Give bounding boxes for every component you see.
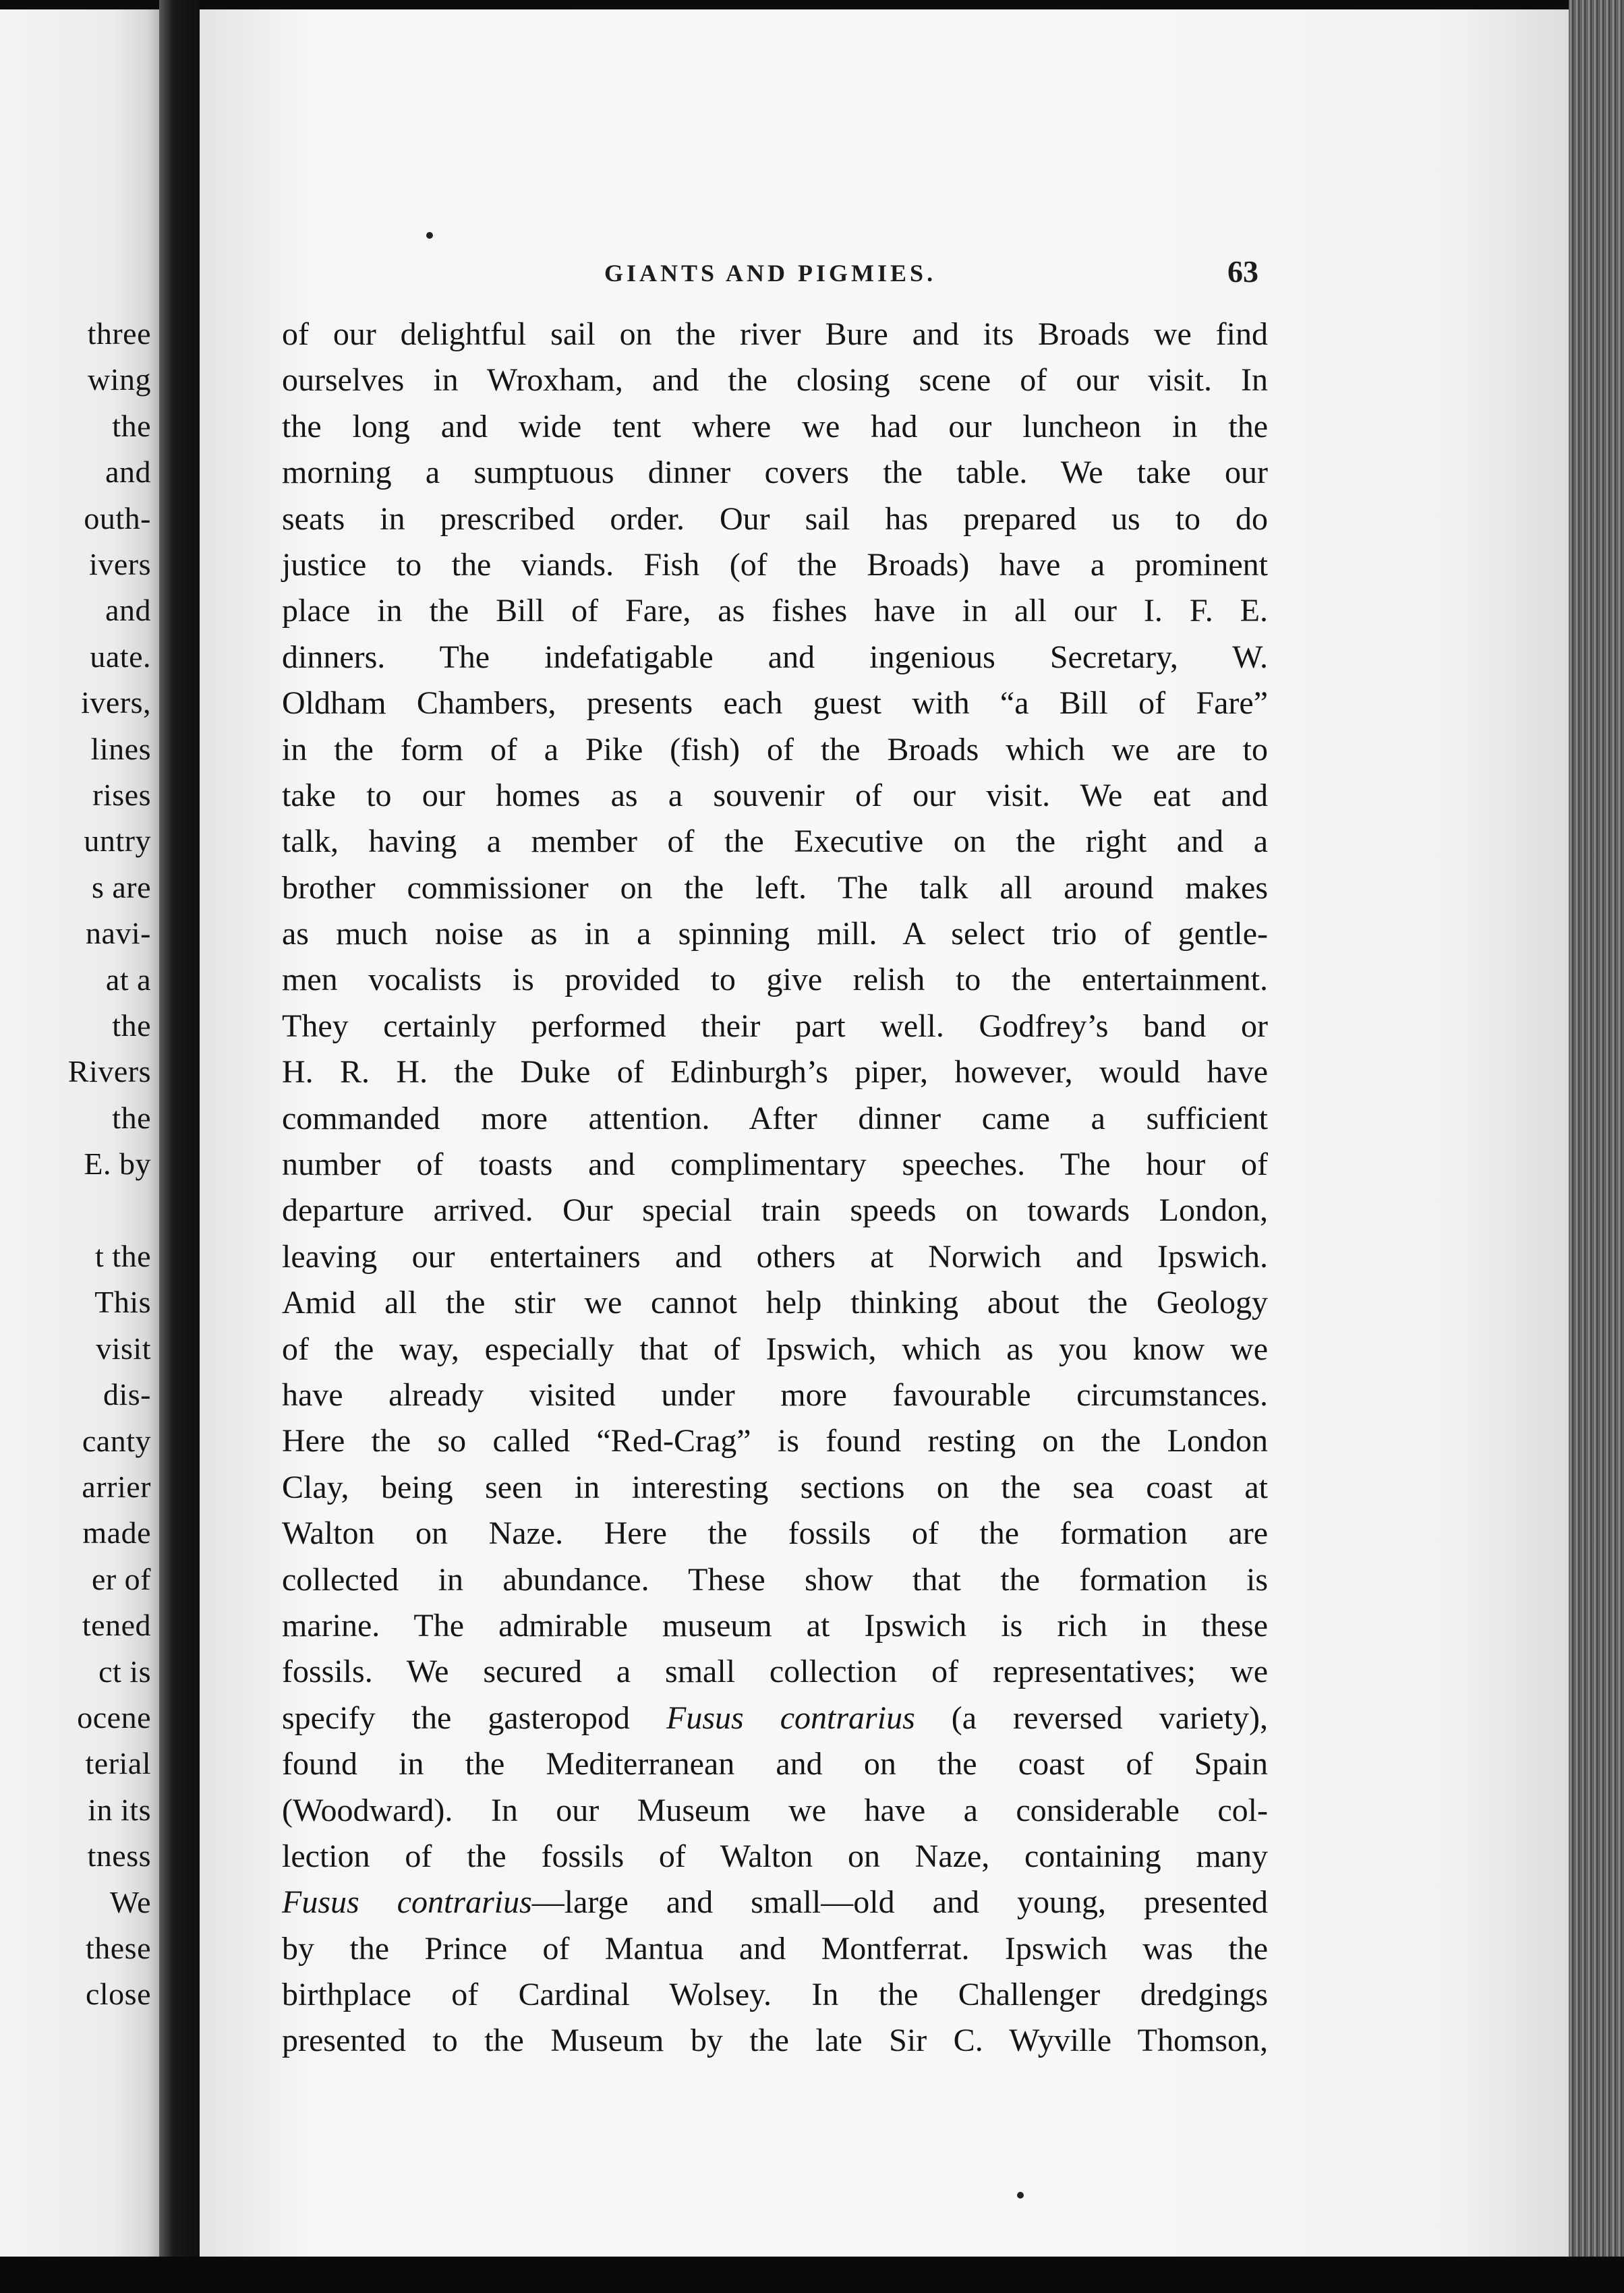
left-page-line-fragment: close	[85, 1977, 151, 2012]
text-line	[282, 1234, 1268, 1280]
text-segment: Amid all the stir we cannot help thinking about the Geology	[282, 1285, 1268, 1321]
text-segment: —large and small—old and young, presented	[531, 1884, 1268, 1921]
text-line	[282, 357, 1268, 403]
text-line	[282, 1557, 1268, 1603]
italic-species-name: Fusus contrarius	[666, 1700, 915, 1736]
text-segment: leaving our entertainers and others at Norwich and Ipswich.	[282, 1238, 1268, 1275]
left-page-line-fragment: E. by	[84, 1146, 151, 1182]
text-segment: presented to the Museum by the late Sir C. Wyville Thomson,	[282, 2023, 1268, 2059]
text-segment: departure arrived. Our special train speeds on towards London,	[282, 1192, 1268, 1229]
left-page-line-fragment: ct is	[98, 1654, 151, 1689]
italic-species-name: Fusus contrarius	[282, 1884, 532, 1921]
text-segment: collected in abundance. These show that the formation is	[282, 1561, 1268, 1598]
text-line	[282, 450, 1268, 496]
text-line	[282, 773, 1268, 819]
left-page-line-fragment: Rivers	[67, 1054, 151, 1089]
ink-speck	[426, 232, 433, 239]
left-page-line-fragment: ivers	[89, 547, 151, 581]
text-line	[282, 1926, 1268, 1972]
text-segment: specify the gasteropod	[282, 1700, 666, 1736]
text-line	[282, 1096, 1268, 1142]
text-segment: (a reversed variety),	[915, 1700, 1268, 1736]
text-line	[282, 312, 1268, 357]
text-line	[282, 1327, 1268, 1372]
left-facing-page	[0, 9, 159, 2262]
text-line	[282, 1511, 1268, 1557]
left-page-line-fragment: ivers,	[81, 685, 151, 720]
book-gutter	[159, 0, 200, 2293]
text-segment: take to our homes as a souvenir of our visit. We eat and	[282, 777, 1268, 813]
text-line	[282, 2018, 1268, 2064]
text-segment: by the Prince of Mantua and Montferrat. Ipswich was the	[282, 1930, 1268, 1967]
text-segment: have already visited under more favourable circumstances.	[282, 1376, 1268, 1413]
left-page-line-fragment: in its	[88, 1792, 151, 1827]
left-page-line-fragment: and	[105, 593, 151, 628]
text-segment: as much noise as in a spinning mill. A select trio of gentle-	[282, 916, 1268, 952]
text-segment: (Woodward). In our Museum we have a considerable col-	[282, 1792, 1268, 1828]
text-segment: men vocalists is provided to give relish to the entertainment.	[282, 962, 1268, 998]
text-line	[282, 588, 1268, 634]
left-page-line-fragment: outh-	[84, 500, 151, 535]
page-number: 63	[1227, 254, 1258, 289]
text-line	[282, 1142, 1268, 1188]
text-line	[282, 1418, 1268, 1464]
left-page-line-fragment: We	[109, 1884, 151, 1919]
ink-speck	[1017, 2192, 1024, 2199]
left-page-line-fragment: s are	[91, 869, 151, 904]
left-page-line-fragment: er of	[91, 1561, 151, 1596]
text-line	[282, 635, 1268, 680]
text-line	[282, 1788, 1268, 1834]
text-segment: Here the so called “Red-Crag” is found resting on the London	[282, 1423, 1268, 1459]
text-line	[282, 1004, 1268, 1049]
book-page	[200, 9, 1569, 2257]
left-page-line-fragment: untry	[84, 823, 151, 859]
left-page-line-fragment: tness	[87, 1838, 151, 1874]
text-segment: in the form of a Pike (fish) of the Broads which we are to	[282, 731, 1268, 767]
scan-border	[0, 2257, 1624, 2293]
left-page-line-fragment: arrier	[82, 1470, 151, 1504]
left-page-line-fragment: lines	[90, 731, 151, 766]
text-segment: lection of the fossils of Walton on Naze, containing many	[282, 1838, 1268, 1874]
text-line	[282, 1372, 1268, 1418]
text-segment: Walton on Naze. Here the fossils of the formation are	[282, 1515, 1268, 1552]
text-segment: brother commissioner on the left. The talk all around makes	[282, 869, 1268, 906]
text-line	[282, 542, 1268, 588]
text-segment: dinners. The indefatigable and ingenious Secretary, W.	[282, 639, 1268, 675]
text-segment: of our delightful sail on the river Bure and its Broads we find	[282, 316, 1268, 352]
left-page-line-fragment: navi-	[85, 916, 151, 951]
text-segment: birthplace of Cardinal Wolsey. In the Challenger dredgings	[282, 1977, 1268, 2013]
text-line	[282, 1880, 1268, 1925]
page-edges	[1569, 0, 1624, 2293]
text-line	[282, 819, 1268, 865]
text-segment: morning a sumptuous dinner covers the table. We take our	[282, 455, 1268, 491]
text-line	[282, 1465, 1268, 1511]
running-head-title: GIANTS AND PIGMIES.	[604, 260, 937, 287]
text-segment: of the way, especially that of Ipswich, which as you know we	[282, 1331, 1268, 1367]
text-line	[282, 496, 1268, 542]
text-line	[282, 1834, 1268, 1880]
text-line	[282, 1603, 1268, 1649]
text-line	[282, 727, 1268, 773]
text-segment: commanded more attention. After dinner came a sufficient	[282, 1100, 1268, 1136]
text-line	[282, 1741, 1268, 1787]
left-page-line-fragment: wing	[88, 362, 151, 397]
left-page-line-fragment: ocene	[77, 1700, 151, 1735]
left-page-line-fragment: tened	[82, 1608, 151, 1643]
text-line	[282, 1972, 1268, 2018]
text-line	[282, 1280, 1268, 1326]
text-line	[282, 1188, 1268, 1233]
left-page-line-fragment: t the	[95, 1239, 151, 1273]
text-line	[282, 911, 1268, 957]
left-page-line-fragment: at a	[105, 962, 151, 997]
text-line	[282, 1049, 1268, 1095]
running-head	[200, 254, 1569, 291]
body-text	[282, 312, 1268, 2064]
left-page-line-fragment: canty	[82, 1423, 151, 1458]
text-segment: justice to the viands. Fish (of the Broads) have a prominent	[282, 546, 1268, 583]
left-page-line-fragment: these	[85, 1931, 151, 1965]
text-segment: Oldham Chambers, presents each guest with “a Bill of Fare”	[282, 685, 1268, 722]
text-segment: H. R. H. the Duke of Edinburgh’s piper, however, would have	[282, 1054, 1268, 1091]
text-segment: Clay, being seen in interesting sections on the sea coast at	[282, 1469, 1268, 1505]
left-page-line-fragment: dis-	[103, 1377, 151, 1412]
text-segment: marine. The admirable museum at Ipswich is rich in these	[282, 1607, 1268, 1644]
left-page-line-fragment: uate.	[90, 639, 151, 674]
text-segment: fossils. We secured a small collection of representatives; we	[282, 1654, 1268, 1690]
text-segment: the long and wide tent where we had our luncheon in the	[282, 408, 1268, 444]
text-line	[282, 1695, 1268, 1741]
left-page-line-fragment: three	[87, 316, 151, 351]
text-segment: number of toasts and complimentary speeches. The hour of	[282, 1146, 1268, 1183]
text-line	[282, 404, 1268, 450]
text-line	[282, 865, 1268, 911]
left-page-line-fragment: and	[105, 455, 151, 490]
text-segment: seats in prescribed order. Our sail has prepared us to do	[282, 500, 1268, 537]
text-line	[282, 1649, 1268, 1695]
left-page-line-fragment: the	[112, 1100, 151, 1135]
left-page-line-fragment: the	[112, 408, 151, 443]
text-segment: talk, having a member of the Executive on the right and a	[282, 823, 1268, 860]
left-page-line-fragment: the	[112, 1008, 151, 1043]
text-segment: found in the Mediterranean and on the coast of Spain	[282, 1746, 1268, 1782]
left-page-line-fragment: terial	[85, 1746, 151, 1781]
left-page-line-fragment: visit	[96, 1331, 151, 1366]
left-page-line-fragment: made	[82, 1515, 151, 1550]
text-line	[282, 957, 1268, 1003]
text-segment: place in the Bill of Fare, as fishes have in all our I. F. E.	[282, 593, 1268, 629]
text-segment: They certainly performed their part well. Godfrey’s band or	[282, 1008, 1268, 1044]
left-page-line-fragment: rises	[92, 778, 151, 812]
text-segment: ourselves in Wroxham, and the closing scene of our visit. In	[282, 362, 1268, 399]
text-line	[282, 680, 1268, 726]
left-page-line-fragment: This	[94, 1285, 151, 1320]
